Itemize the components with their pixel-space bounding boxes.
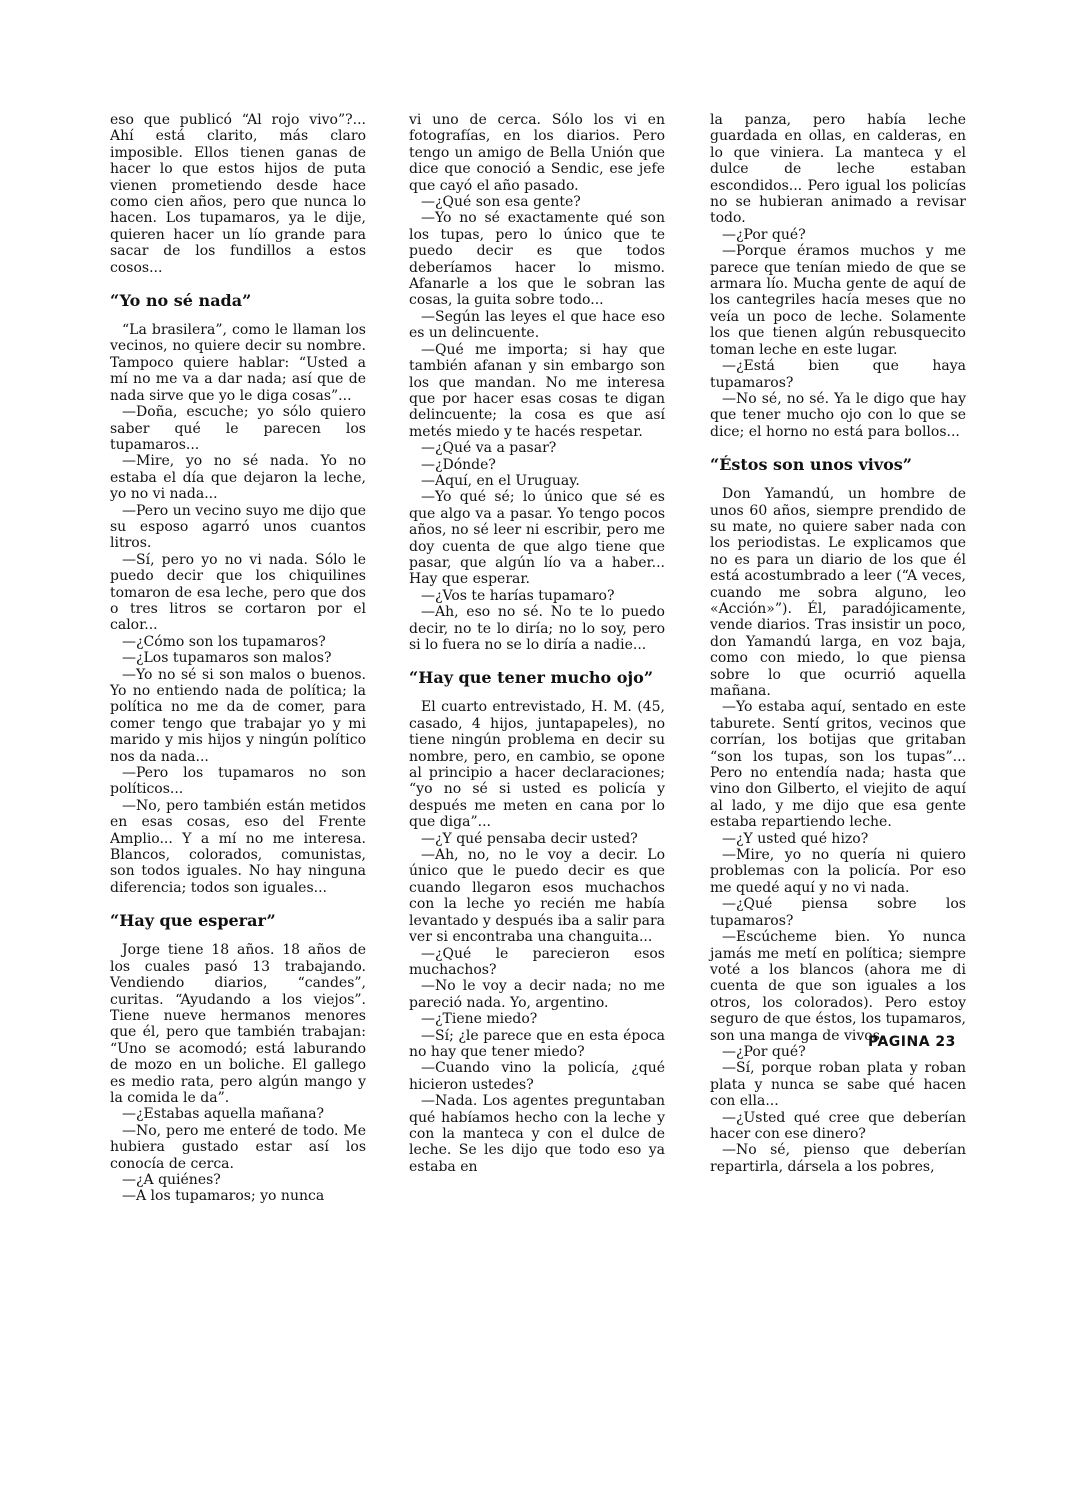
section-heading: “Hay que esperar” <box>110 911 276 931</box>
paragraph: —¿Cómo son los tupamaros? <box>122 633 326 650</box>
paragraph: —¿Está bien que haya tupamaros? <box>710 358 966 391</box>
paragraph: —Nada. Los agentes preguntaban qué habíamos hecho con la leche y con la manteca y con el dulce de leche. Se les dijo que todo eso ya estaba en <box>409 1093 665 1175</box>
paragraph: —Pero un vecino suyo me dijo que su esposo agarró unos cuantos litros. <box>110 502 366 552</box>
paragraph: —Yo estaba aquí, sentado en este taburete. Sentí gritos, vecinos que corrían, los botijas que gritaban “son los tupas, son los tupas”... Pero no entendía nada; hasta que vino don Gilberto, el viejito de aquí al lado, y me dijo que esa gente estaba repartiendo leche. <box>710 699 966 831</box>
paragraph: la panza, pero había leche guardada en ollas, en calderas, en lo que viniera. La manteca y el dulce de leche estaban escondidos... Pero igual los policías no se hubieran animado a revisar todo. <box>710 112 966 227</box>
paragraph: —No, pero también están metidos en esas cosas, eso del Frente Amplio... Y a mí no me interesa. Blancos, colorados, comunistas, son todos iguales. No hay ninguna diferencia; todos son iguales... <box>110 797 366 896</box>
paragraph: —Yo no sé si son malos o buenos. Yo no entiendo nada de política; la política no me da de comer, para comer tengo que trabajar yo y mi marido y mis hijos y ningún político nos da nada... <box>110 666 366 765</box>
paragraph: —Qué me importa; si hay que también afanan y sin embargo son los que mandan. No me interesa que por hacer esas cosas te digan delincuente; la cosa es que así metés miedo y te hacés respetar. <box>409 341 665 440</box>
paragraph: —¿A quiénes? <box>122 1171 221 1188</box>
paragraph: Jorge tiene 18 años. 18 años de los cuales pasó 13 trabajando. Vendiendo diarios, “candes”, curitas. “Ayudando a los viejos”. Tiene nueve hermanos menores que él, pero que también trabajan: “Uno se acomodó; está laburando de mozo en un boliche. El gallego es medio rata, pero algún mango y la comida le da”. <box>110 942 366 1106</box>
paragraph: vi uno de cerca. Sólo los vi en fotografías, en los diarios. Pero tengo un amigo de Bella Unión que dice que conoció a Sendic, ese jefe que cayó el año pasado. <box>409 112 665 194</box>
paragraph: —A los tupamaros; yo nunca <box>122 1188 325 1205</box>
paragraph: —Según las leyes el que hace eso es un delincuente. <box>409 308 665 342</box>
paragraph: —¿Vos te harías tupamaro? <box>421 587 615 604</box>
paragraph: —¿Tiene miedo? <box>421 1011 538 1028</box>
paragraph: —¿Por qué? <box>722 1043 806 1060</box>
paragraph: —Ah, eso no sé. No te lo puedo decir, no te lo diría; no lo soy, pero si lo fuera no se lo diría a nadie... <box>409 604 665 653</box>
paragraph: —¿Qué le parecieron esos muchachos? <box>409 945 665 978</box>
paragraph: —Aquí, en el Uruguay. <box>421 472 580 489</box>
paragraph: —Pero los tupamaros no son políticos... <box>110 765 366 798</box>
paragraph: —¿Qué piensa sobre los tupamaros? <box>710 896 966 929</box>
section-heading: “Yo no sé nada” <box>110 291 252 311</box>
text-column-1 <box>110 112 366 1205</box>
paragraph: —Sí; ¿le parece que en esta época no hay que tener miedo? <box>409 1027 665 1060</box>
paragraph: —Porque éramos muchos y me parece que tenían miedo de que se armara lío. Mucha gente de aquí de los cantegriles hacía meses que no veía un poco de leche. Solamente los que tienen algún rebusquecito toman leche en este lugar. <box>710 243 966 358</box>
section-heading: “Hay que tener mucho ojo” <box>409 668 654 688</box>
paragraph: —¿Qué va a pasar? <box>421 440 557 457</box>
paragraph: —Yo no sé exactamente qué son los tupas, pero lo único que te puedo decir es que todos deberíamos hacer lo mismo. Afanarle a los que le sobran las cosas, la guita sobre todo... <box>409 210 665 309</box>
paragraph: —¿Por qué? <box>722 226 806 243</box>
paragraph: —Cuando vino la policía, ¿qué hicieron ustedes? <box>409 1060 665 1093</box>
paragraph: —¿Estabas aquella mañana? <box>122 1106 325 1123</box>
paragraph: —¿Usted qué cree que deberían hacer con ese dinero? <box>710 1109 966 1142</box>
page-number: PAGINA 23 <box>868 1034 956 1050</box>
text-column-2 <box>409 112 665 1175</box>
paragraph: —No, pero me enteré de todo. Me hubiera gustado estar así los conocía de cerca. <box>110 1122 366 1172</box>
paragraph: —No sé, pienso que deberían repartirla, dársela a los pobres, <box>710 1142 966 1175</box>
paragraph: —¿Dónde? <box>421 456 496 473</box>
paragraph: “La brasilera”, como le llaman los vecinos, no quiere decir su nombre. Tampoco quiere hablar: “Usted a mí no me va a dar nada; así que de nada sirve que yo le diga cosas”... <box>110 322 366 404</box>
paragraph: —¿Qué son esa gente? <box>421 194 581 211</box>
paragraph: —Doña, escuche; yo sólo quiero saber qué le parecen los tupamaros... <box>110 404 366 453</box>
paragraph: —¿Los tupamaros son malos? <box>122 650 332 667</box>
paragraph: —Sí, pero yo no vi nada. Sólo le puedo decir que los chiquilines tomaron de esa leche, pero que dos o tres litros se cortaron por el calor... <box>110 551 366 634</box>
paragraph: eso que publicó “Al rojo vivo”?... Ahí está clarito, más claro imposible. Ellos tienen ganas de hacer lo que estos hijos de puta vienen prometiendo desde hace como cien años, pero que nunca lo hacen. Los tupamaros, ya le dije, quieren hacer un lío grande para sacar de los fundillos a estos cosos... <box>110 112 366 276</box>
paragraph: —¿Y usted qué hizo? <box>722 830 869 847</box>
text-column-3 <box>710 112 966 1175</box>
paragraph: —Mire, yo no sé nada. Yo no estaba el día que dejaron la leche, yo no vi nada... <box>110 453 366 503</box>
paragraph: —Escúcheme bien. Yo nunca jamás me metí en política; siempre voté a los blancos (ahora me di cuenta de que son iguales a los otros, los colorados). Pero estoy seguro de que éstos, los tupamaros, son una manga de vivos. <box>710 929 966 1044</box>
paragraph: El cuarto entrevistado, H. M. (45, casado, 4 hijos, juntapapeles), no tiene ningún problema en decir su nombre, pero, en cambio, se opone al principio a hacer declaraciones; “yo no sé si usted es policía y después me meten en cana por lo que diga”... <box>409 699 665 831</box>
paragraph: —No sé, no sé. Ya le digo que hay que tener mucho ojo con lo que se dice; el horno no está para bollos... <box>710 390 966 440</box>
paragraph: Don Yamandú, un hombre de unos 60 años, siempre prendido de su mate, no quiere saber nada con los periodistas. Le explicamos que no es para un diario de los que él está acostumbrado a leer (“A veces, cuando me sobra alguno, leo «Acción»”). Él, paradójicamente, vende diarios. Tras insistir un poco, don Yamandú larga, en voz baja, como con miedo, lo que piensa sobre lo que ocurrió aquella mañana. <box>710 486 966 699</box>
paragraph: —¿Y qué pensaba decir usted? <box>421 830 638 847</box>
paragraph: —Yo qué sé; lo único que sé es que algo va a pasar. Yo tengo pocos años, no sé leer ni escribir, pero me doy cuenta de que algo tiene que pasar, que algún lío va a haber... Hay que esperar. <box>409 489 665 588</box>
paragraph: —Sí, porque roban plata y roban plata y nunca se sabe qué hacen con ella... <box>710 1060 966 1110</box>
paragraph: —Mire, yo no quería ni quiero problemas con la policía. Por eso me quedé aquí y no vi nada. <box>710 847 966 896</box>
paragraph: —No le voy a decir nada; no me pareció nada. Yo, argentino. <box>409 978 665 1011</box>
paragraph: —Ah, no, no le voy a decir. Lo único que le puedo decir es que cuando llegaron esos muchachos con la leche yo recién me había levantado y después iba a salir para ver si encontraba una changuita... <box>409 847 665 946</box>
section-heading: “Éstos son unos vivos” <box>710 455 912 475</box>
